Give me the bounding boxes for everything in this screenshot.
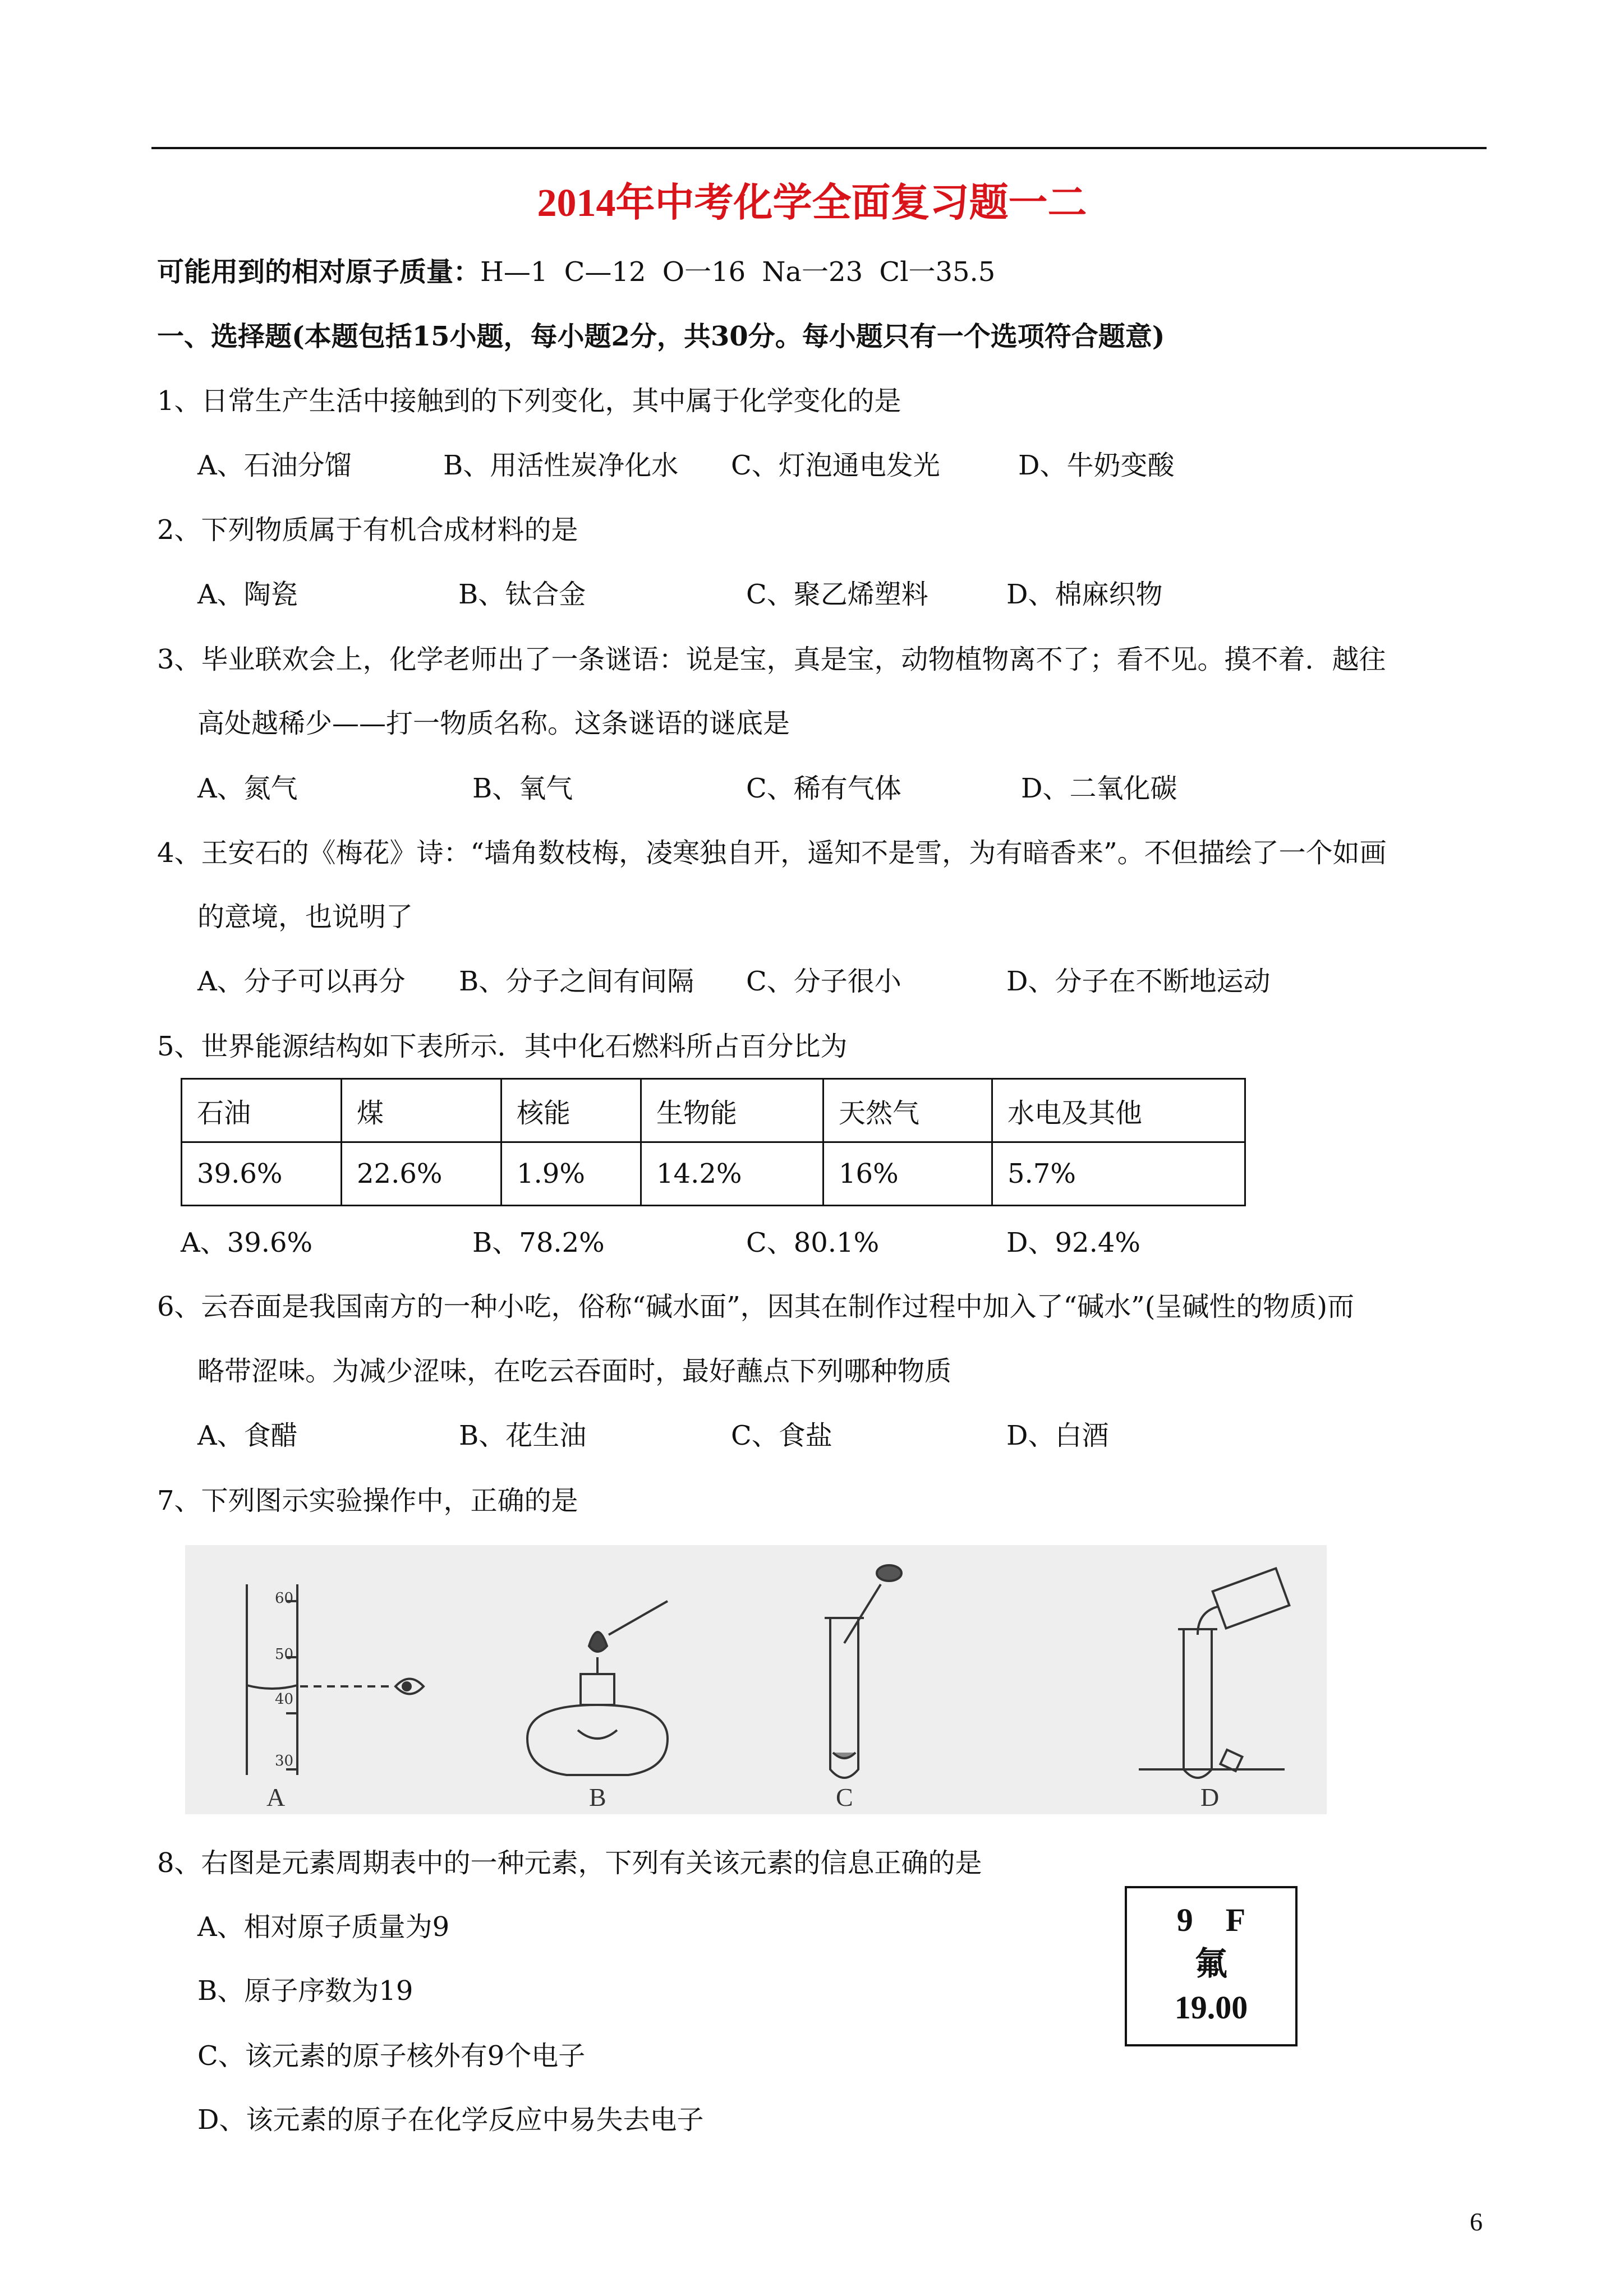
table-cell: 39.6%: [182, 1142, 342, 1206]
q6-option-b: B、花生油: [459, 1420, 587, 1451]
atomic-mass-line: [157, 255, 995, 289]
pouring-liquid-icon: [1139, 1569, 1289, 1778]
q8-option-b: B、原子序数为19: [197, 1975, 413, 2007]
question-3-stem-line-2: 高处越稀少——打一物质名称。这条谜语的谜底是: [197, 708, 790, 739]
question-5-stem: 5、世界能源结构如下表所示．其中化石燃料所占百分比为: [157, 1031, 848, 1062]
q1-option-d: D、牛奶变酸: [1018, 450, 1175, 481]
q4-option-d: D、分子在不断地运动: [1006, 966, 1271, 997]
figure-label-a: A: [266, 1783, 286, 1811]
q2-option-b: B、钛合金: [458, 579, 586, 610]
q1-option-a: A、石油分馏: [197, 450, 352, 481]
question-3-stem-line-1: 3、毕业联欢会上，化学老师出了一条谜语：说是宝，真是宝，动物植物离不了；看不见。摸不着．越往: [157, 644, 1386, 675]
q5-option-c: C、80.1%: [746, 1227, 880, 1258]
atomic-mass-values: H—1 C—12 O一16 Na一23 Cl一35.5: [480, 256, 996, 288]
question-6-stem-line-1: 6、云吞面是我国南方的一种小吃，俗称“碱水面”，因其在制作过程中加入了“碱水”(呈碱性的物质)而: [157, 1291, 1355, 1322]
q1-option-c: C、灯泡通电发光: [731, 450, 940, 481]
question-4-stem-line-1: 4、王安石的《梅花》诗：“墙角数枝梅，凌寒独自开，遥知不是雪，为有暗香来”。不但描绘了一个如画: [157, 837, 1387, 869]
question-1-stem: 1、日常生产生活中接触到的下列变化，其中属于化学变化的是: [157, 385, 901, 417]
q2-option-d: D、棉麻织物: [1006, 579, 1163, 610]
q4-option-c: C、分子很小: [746, 966, 901, 997]
cylinder-tick-label: 50: [275, 1646, 294, 1663]
q1-option-b: B、用活性炭净化水: [443, 450, 679, 481]
element-name: 氟: [1194, 1945, 1227, 1982]
figure-label-c: C: [836, 1783, 853, 1811]
element-atomic-number: 9: [1176, 1902, 1193, 1938]
question-6-stem-line-2: 略带涩味。为减少涩味，在吃云吞面时，最好蘸点下列哪种物质: [197, 1356, 952, 1387]
table-header-cell: 核能: [502, 1079, 641, 1142]
energy-structure-table: [181, 1078, 1246, 1206]
q5-option-a: A、39.6%: [181, 1227, 313, 1258]
cylinder-tick-label: 30: [275, 1753, 294, 1769]
table-cell: 14.2%: [641, 1142, 823, 1206]
q4-option-b: B、分子之间有间隔: [459, 966, 694, 997]
figure-label-b: B: [589, 1783, 606, 1811]
q6-option-a: A、食醋: [197, 1420, 298, 1451]
q8-option-c: C、该元素的原子核外有9个电子: [197, 2040, 586, 2072]
q3-option-b: B、氧气: [472, 773, 573, 804]
q6-option-c: C、食盐: [731, 1420, 832, 1451]
section-heading: 一、选择题(本题包括15小题，每小题2分，共30分。每小题只有一个选项符合题意): [157, 321, 1165, 352]
page-title: 2014年中考化学全面复习题一二: [537, 182, 1087, 225]
element-header: [1127, 1898, 1295, 1942]
atomic-mass-label: 可能用到的相对原子质量：: [157, 256, 481, 288]
q3-option-c: C、稀有气体: [746, 773, 901, 804]
table-cell: 22.6%: [342, 1142, 502, 1206]
lab-operations-figure: [185, 1545, 1327, 1814]
q8-option-d: D、该元素的原子在化学反应中易失去电子: [197, 2104, 704, 2136]
q5-option-d: D、92.4%: [1006, 1227, 1140, 1258]
q6-option-d: D、白酒: [1006, 1420, 1109, 1451]
cylinder-tick-label: 40: [275, 1691, 294, 1708]
table-header-cell: 煤: [342, 1079, 502, 1142]
question-4-stem-line-2: 的意境，也说明了: [197, 901, 413, 933]
q4-option-a: A、分子可以再分: [197, 966, 406, 997]
lab-operations-drawing: [185, 1545, 1327, 1814]
header-rule: [151, 147, 1487, 149]
table-cell: 5.7%: [992, 1142, 1245, 1206]
table-header-cell: 天然气: [823, 1079, 992, 1142]
table-header-cell: 石油: [182, 1079, 342, 1142]
graduated-cylinder-icon: [247, 1584, 393, 1775]
page-number: 6: [1470, 2207, 1483, 2236]
table-header-cell: 水电及其他: [992, 1079, 1245, 1142]
element-atomic-mass: 19.00: [1174, 1989, 1248, 2026]
question-8-stem: 8、右图是元素周期表中的一种元素，下列有关该元素的信息正确的是: [157, 1847, 982, 1879]
table-header-row: [182, 1079, 1245, 1142]
test-tube-dropper-icon: [825, 1565, 901, 1778]
question-7-stem: 7、下列图示实验操作中，正确的是: [157, 1485, 578, 1516]
table-cell: 16%: [823, 1142, 992, 1206]
q3-option-d: D、二氧化碳: [1021, 773, 1177, 804]
q2-option-a: A、陶瓷: [197, 579, 298, 610]
question-2-stem: 2、下列物质属于有机合成材料的是: [157, 514, 578, 546]
q2-option-c: C、聚乙烯塑料: [746, 579, 928, 610]
figure-label-d: D: [1200, 1783, 1220, 1811]
q5-option-b: B、78.2%: [472, 1227, 605, 1258]
table-cell: 1.9%: [502, 1142, 641, 1206]
element-card-fluorine: [1125, 1886, 1298, 2046]
cylinder-tick-label: 60: [275, 1590, 294, 1607]
table-header-cell: 生物能: [641, 1079, 823, 1142]
q3-option-a: A、氮气: [197, 773, 298, 804]
table-row: [182, 1142, 1245, 1206]
element-symbol: F: [1225, 1902, 1246, 1938]
alcohol-lamp-icon: [527, 1601, 668, 1775]
eye-icon: [395, 1679, 424, 1694]
q8-option-a: A、相对原子质量为9: [197, 1911, 450, 1943]
